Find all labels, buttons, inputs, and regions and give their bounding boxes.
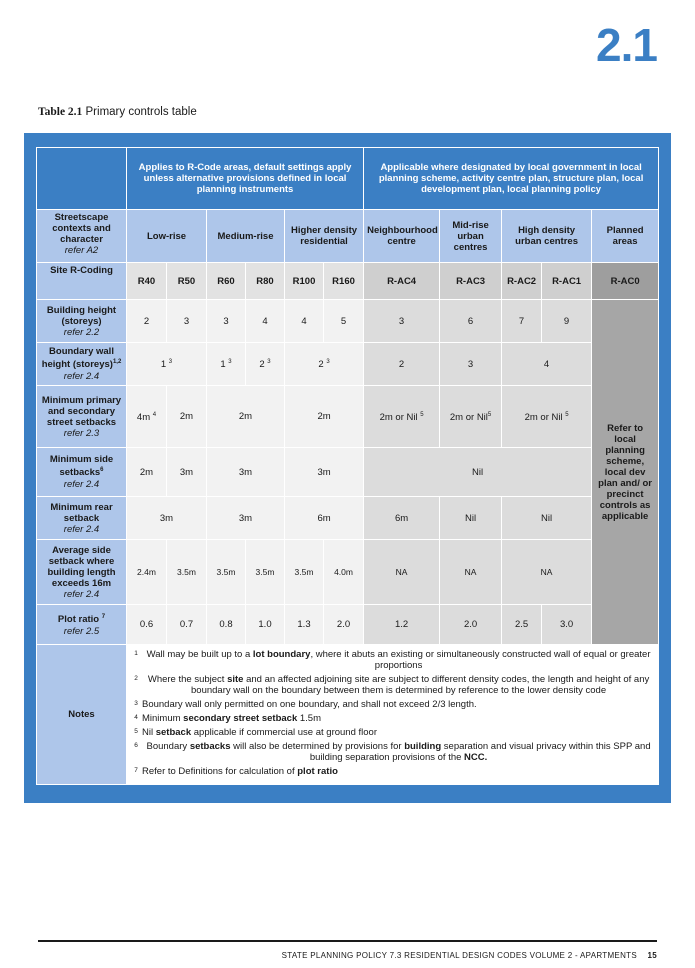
note-3: 3 Boundary wall only permitted on one boundary, and shall not exceed 2/3 length. [134,699,477,710]
footer-rule [38,940,657,942]
boundary-label-cell [37,343,127,386]
rear-r-ac4: 6m [364,497,440,540]
plot-r-ac2: 2.5 [502,605,542,645]
primary-medium-rise: 2m [207,386,285,448]
average-r-ac3: NA [440,540,502,605]
height-r160: 5 [324,300,364,343]
side-higher-density: 3m [285,448,364,497]
header-local-government: Applicable where designated by local government in local planning scheme, activity centre plan, structure plan, local development plan, local planning policy [364,148,659,210]
height-label: Building height (storeys) [46,304,117,327]
primary-r50: 2m [167,386,207,448]
boundary-high-density: 4 [502,343,592,386]
height-r60: 3 [207,300,246,343]
rear-higher-density: 6m [285,497,364,540]
height-r80: 4 [246,300,285,343]
boundary-ref: refer 2.4 [63,370,100,382]
height-ref: refer 2.2 [63,326,100,338]
rear-high-density: Nil [502,497,592,540]
plot-label-cell [37,605,127,645]
note-5: 5 Nil setback applicable if commercial use at ground floor [134,727,377,738]
side-medium-rise: 3m [207,448,285,497]
average-r50: 3.5m [167,540,207,605]
side-label-sup: 6 [100,467,104,474]
context-label-cell [37,210,127,263]
caption-title: Primary controls table [85,106,197,118]
plot-r-ac3: 2.0 [440,605,502,645]
plot-label: Plot ratio [57,614,100,626]
code-r-ac2: R-AC2 [502,263,542,300]
note-7: 7 Refer to Definitions for calculation of plot ratio [134,766,338,777]
col-higher-density: Higher density residential [285,210,364,263]
code-r160: R160 [324,263,364,300]
plot-r40: 0.6 [127,605,167,645]
average-r160: 4.0m [324,540,364,605]
side-ref: refer 2.4 [63,478,100,490]
primary-high-density: 2m or Nil $^5$ [502,386,592,448]
height-r-ac2: 7 [502,300,542,343]
context-label: Streetscape contexts and character [52,212,111,245]
boundary-label: Boundary wall height (storeys) [41,346,114,371]
side-activity-centres: Nil [364,448,592,497]
rear-ref: refer 2.4 [63,523,100,535]
side-label: Minimum side setbacks [49,454,114,479]
code-r50: R50 [167,263,207,300]
average-r40: 2.4m [127,540,167,605]
rear-label: Minimum rear setback [50,501,113,524]
height-r-ac1: 9 [542,300,592,343]
boundary-r60: 1 $^3$ [207,343,246,386]
caption-label: Table 2.1 [38,106,83,118]
header-rcode-areas: Applies to R-Code areas, default settings apply unless alternative provisions defined in local planning instruments [127,148,364,210]
col-medium-rise: Medium-rise [207,210,285,263]
height-r100: 4 [285,300,324,343]
plot-ref: refer 2.5 [63,625,100,637]
plot-r160: 2.0 [324,605,364,645]
average-ref: refer 2.4 [63,588,100,600]
code-r-ac0: R-AC0 [592,263,659,300]
primary-r-ac3: 2m or Nil$^5$ [440,386,502,448]
average-r-ac4: NA [364,540,440,605]
code-r60: R60 [207,263,246,300]
col-mid-rise-urban: Mid-rise urban centres [440,210,502,263]
rear-label-cell [37,497,127,540]
boundary-label-sup: 1,2 [112,359,122,366]
page-footer [282,951,657,960]
col-planned-areas: Planned areas [592,210,659,263]
boundary-higher-density: 2 $^3$ [285,343,364,386]
col-high-density-urban: High density urban centres [502,210,592,263]
code-r40: R40 [127,263,167,300]
average-r60: 3.5m [207,540,246,605]
plot-r-ac4: 1.2 [364,605,440,645]
rcoding-label: Site R-Coding [37,263,127,300]
rear-low-rise: 3m [127,497,207,540]
primary-controls-table [36,147,659,785]
footer-title: STATE PLANNING POLICY 7.3 RESIDENTIAL DESIGN CODES VOLUME 2 - APARTMENTS [281,951,637,960]
plot-r80: 1.0 [246,605,285,645]
notes-list [127,645,659,785]
average-label: Average side setback where building length exceeds 16m [47,544,116,589]
height-r50: 3 [167,300,207,343]
plot-r50: 0.7 [167,605,207,645]
note-2: 2 Where the subject site and an affected adjoining site are subject to different density codes, the length and height of any boundary wall on the boundary between them is determined by reference to the lower density code [134,674,650,696]
rear-r-ac3: Nil [440,497,502,540]
boundary-low-rise: 1 $^3$ [127,343,207,386]
boundary-r-ac4: 2 [364,343,440,386]
primary-label: Minimum primary and secondary street setbacks [41,394,122,428]
height-r-ac4: 3 [364,300,440,343]
average-label-cell [37,540,127,605]
code-r-ac3: R-AC3 [440,263,502,300]
rear-medium-rise: 3m [207,497,285,540]
context-ref: refer A2 [64,245,99,256]
average-r80: 3.5m [246,540,285,605]
code-r100: R100 [285,263,324,300]
col-neighbourhood-centre: Neighbourhood centre [364,210,440,263]
primary-r-ac4: 2m or Nil $^5$ [364,386,440,448]
primary-r40: 4m $^4$ [127,386,167,448]
page-number: 15 [647,951,657,960]
code-r-ac1: R-AC1 [542,263,592,300]
height-label-cell [37,300,127,343]
height-r-ac3: 6 [440,300,502,343]
height-r40: 2 [127,300,167,343]
code-r80: R80 [246,263,285,300]
note-4: 4 Minimum secondary street setback 1.5m [134,713,321,724]
primary-ref: refer 2.3 [63,427,100,439]
average-high-density: NA [502,540,592,605]
side-r50: 3m [167,448,207,497]
table-caption [38,106,197,118]
code-r-ac4: R-AC4 [364,263,440,300]
primary-higher-density: 2m [285,386,364,448]
plot-r-ac1: 3.0 [542,605,592,645]
refer-local-controls: Refer to local planning scheme, local dev plan and/ or precinct controls as applicable [592,300,659,645]
col-low-rise: Low-rise [127,210,207,263]
boundary-r80: 2 $^3$ [246,343,285,386]
section-number: 2.1 [596,19,657,71]
side-label-cell [37,448,127,497]
note-1: 1 Wall may be built up to a lot boundary, where it abuts an existing or simultaneously constructed wall of equal or greater proportions [134,649,651,671]
plot-r60: 0.8 [207,605,246,645]
boundary-r-ac3: 3 [440,343,502,386]
header-blank [37,148,127,210]
note-6: 6 Boundary setbacks will also be determined by provisions for building separation and visual privacy within this SPP and building separation provisions of the NCC. [134,741,651,763]
primary-label-cell [37,386,127,448]
plot-label-sup: 7 [101,614,106,621]
average-r100: 3.5m [285,540,324,605]
side-r40: 2m [127,448,167,497]
notes-label: Notes [37,645,127,785]
plot-r100: 1.3 [285,605,324,645]
